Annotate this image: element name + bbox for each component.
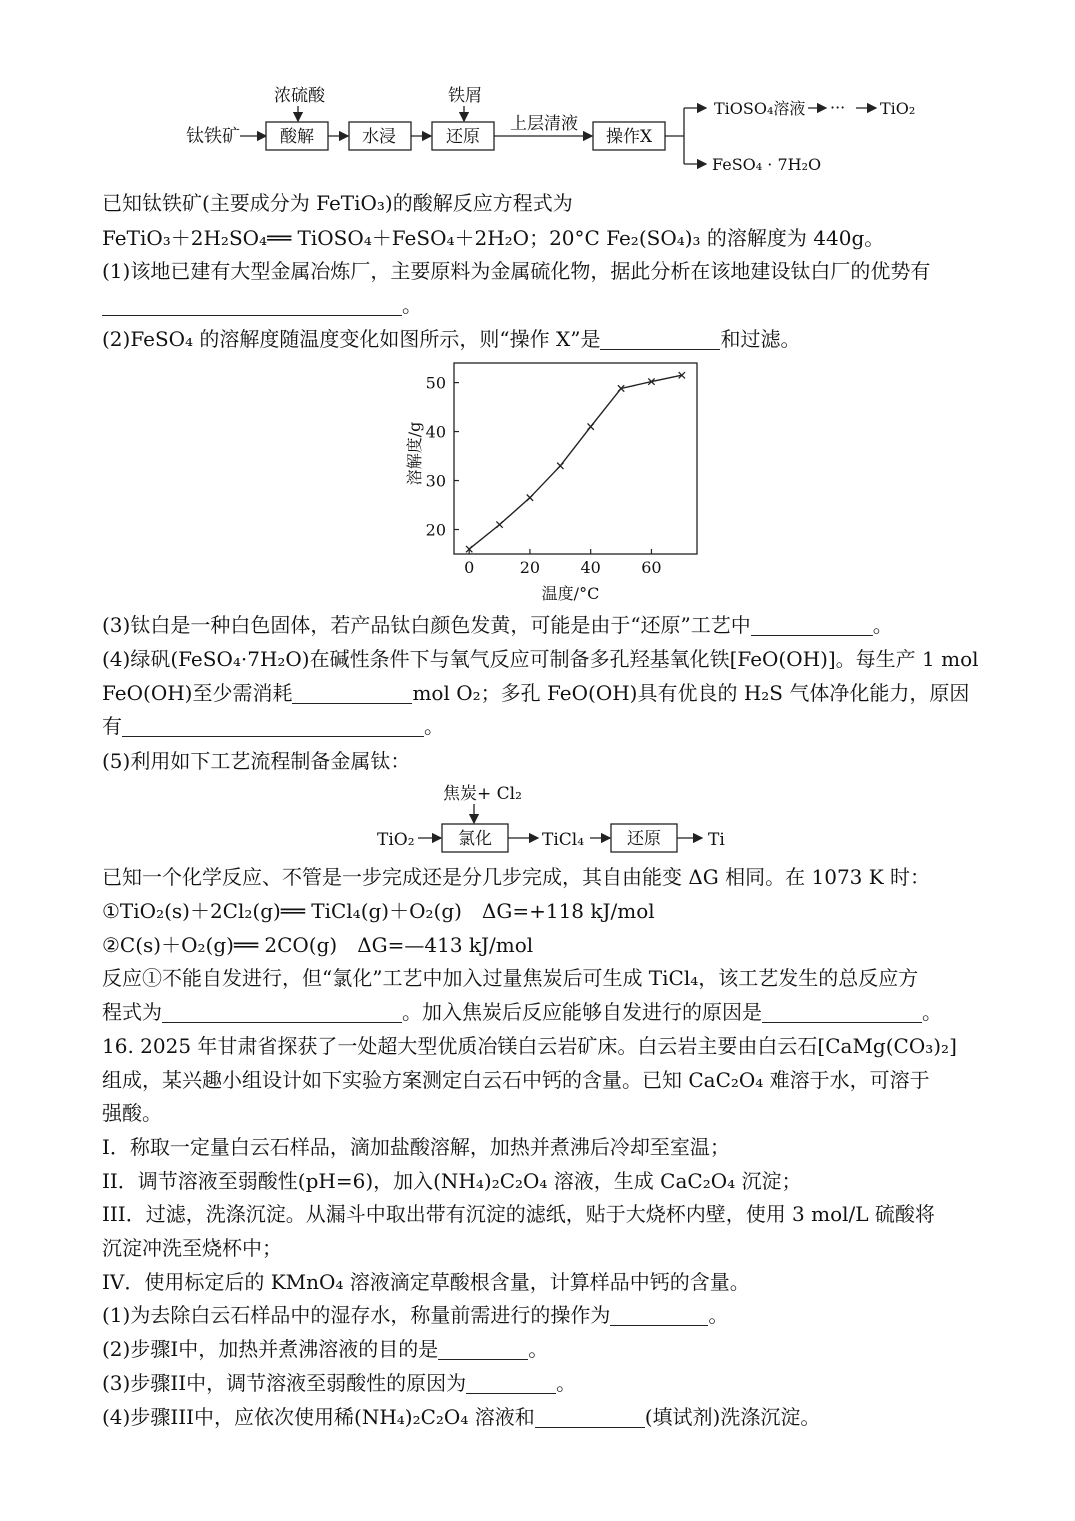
- flow1-step3: 还原: [446, 127, 480, 147]
- text-line-2: FeTiO₃＋2H₂SO₄══ TiOSO₄＋FeSO₄＋2H₂O；20°C Fe₂(SO₄)₃ 的溶解度为 440g。: [102, 226, 885, 250]
- flow1-out2: FeSO₄ · 7H₂O: [712, 155, 822, 174]
- subquestion-3: (3)步骤II中，调节溶液至弱酸性的原因为 。: [102, 1371, 577, 1395]
- flow1-out1-end: TiO₂: [880, 99, 916, 118]
- flow1-input: 钛铁矿: [186, 126, 240, 147]
- subquestion-1: (1)为去除白云石样品中的湿存水，称量前需进行的操作为 。: [102, 1303, 729, 1327]
- answer-blank[interactable]: [535, 1407, 645, 1428]
- reaction-2: ②C(s)＋O₂(g)══ 2CO(g) ΔG=—413 kJ/mol: [102, 933, 534, 957]
- reaction-1: ①TiO₂(s)＋2Cl₂(g)══ TiCl₄(g)＋O₂(g) ΔG=+118 kJ/mol: [102, 899, 655, 923]
- problem-16-line-2: 组成，某兴趣小组设计如下实验方案测定白云石中钙的含量。已知 CaC₂O₄ 难溶于水，可溶于: [102, 1068, 930, 1092]
- question-4-line-3: 有 。: [102, 714, 444, 738]
- x-tick-label: 20: [519, 558, 541, 577]
- step-1: I．称取一定量白云石样品，滴加盐酸溶解，加热并煮沸后冷却至室温；: [102, 1135, 730, 1159]
- step-4: IV．使用标定后的 KMnO₄ 溶液滴定草酸根含量，计算样品中钙的含量。: [102, 1270, 750, 1294]
- x-tick-label: 60: [641, 558, 662, 577]
- reaction-question: 程式为 。加入焦炭后反应能够自发进行的原因是 。: [102, 1000, 942, 1024]
- problem-16-line-3: 强酸。: [102, 1101, 162, 1125]
- x-tick-label: 0: [464, 558, 475, 577]
- x-tick-label: 40: [580, 558, 601, 577]
- flow1-reagent1: 浓硫酸: [274, 86, 325, 106]
- flow1-step1: 酸解: [280, 127, 314, 147]
- question-5: (5)利用如下工艺流程制备金属钛：: [102, 749, 411, 773]
- y-axis-label: 溶解度/g: [405, 421, 424, 486]
- reaction-text: 反应①不能自发进行，但“氯化”工艺中加入过量焦炭后可生成 TiCl₄，该工艺发生的总反应方: [102, 966, 919, 990]
- flow1-step4: 操作X: [606, 127, 653, 147]
- y-tick-label: 20: [425, 520, 446, 540]
- flow2-input: TiO₂: [377, 830, 415, 850]
- answer-blank[interactable]: [466, 1373, 556, 1394]
- y-tick-label: 40: [425, 422, 446, 442]
- question-4-line-2: FeO(OH)至少需消耗 mol O₂；多孔 FeO(OH)具有优良的 H₂S 气体净化能力，原因: [102, 681, 970, 705]
- question-2: (2)FeSO₄ 的溶解度随温度变化如图所示，则“操作 X”是 和过滤。: [102, 327, 801, 351]
- answer-blank[interactable]: [610, 1305, 708, 1326]
- flow2-output: Ti: [708, 830, 725, 850]
- flow1-out1-dots: ···: [830, 98, 846, 117]
- question-4: (4)绿矾(FeSO₄·7H₂O)在碱性条件下与氧气反应可制备多孔羟基氧化铁[FeO(OH)]。每生产 1 mol: [102, 647, 979, 671]
- problem-16-line-1: 16. 2025 年甘肃省探获了一处超大型优质冶镁白云岩矿床。白云岩主要由白云石[CaMg(CO₃)₂]: [102, 1034, 957, 1058]
- answer-blank[interactable]: [762, 1002, 922, 1023]
- flow1-arrow-label: 上层清液: [510, 114, 578, 134]
- given-text: 已知一个化学反应、不管是一步完成还是分几步完成，其自由能变 ΔG 相同。在 1073 K 时：: [102, 865, 931, 889]
- subquestion-4: (4)步骤III中，应依次使用稀(NH₄)₂C₂O₄ 溶液和 (填试剂)洗涤沉淀。: [102, 1405, 821, 1429]
- x-axis-label: 温度/°C: [541, 584, 600, 603]
- flow2-step2: 还原: [627, 829, 661, 849]
- flow1-reagent2: 铁屑: [448, 86, 482, 106]
- step-3-cont: 沉淀冲洗至烧杯中；: [102, 1236, 282, 1260]
- flow2-mid: TiCl₄: [542, 830, 585, 850]
- step-3: III．过滤，洗涤沉淀。从漏斗中取出带有沉淀的滤纸，贴于大烧杯内壁，使用 3 mol/L 硫酸将: [102, 1202, 935, 1226]
- text-line-1: 已知钛铁矿(主要成分为 FeTiO₃)的酸解反应方程式为: [102, 191, 573, 215]
- y-tick-label: 50: [425, 373, 446, 393]
- flow1-step2: 水浸: [362, 127, 396, 147]
- answer-blank[interactable]: [162, 1002, 402, 1023]
- subquestion-2: (2)步骤I中，加热并煮沸溶液的目的是 。: [102, 1337, 549, 1361]
- question-3: (3)钛白是一种白色固体，若产品钛白颜色发黄，可能是由于“还原”工艺中 。: [102, 613, 893, 637]
- answer-blank[interactable]: [438, 1339, 528, 1360]
- flow2-step1: 氯化: [458, 829, 492, 849]
- flow2-reagent: 焦炭+ Cl₂: [443, 784, 522, 804]
- question-1-answer: 。: [102, 292, 422, 318]
- step-2: II．调节溶液至弱酸性(pH=6)，加入(NH₄)₂C₂O₄ 溶液，生成 CaC₂O₄ 沉淀；: [102, 1169, 802, 1193]
- y-tick-label: 30: [425, 471, 446, 491]
- flow1-out1: TiOSO₄溶液: [714, 99, 806, 118]
- question-1: (1)该地已建有大型金属冶炼厂，主要原料为金属硫化物，据此分析在该地建设钛白厂的优势有: [102, 259, 931, 283]
